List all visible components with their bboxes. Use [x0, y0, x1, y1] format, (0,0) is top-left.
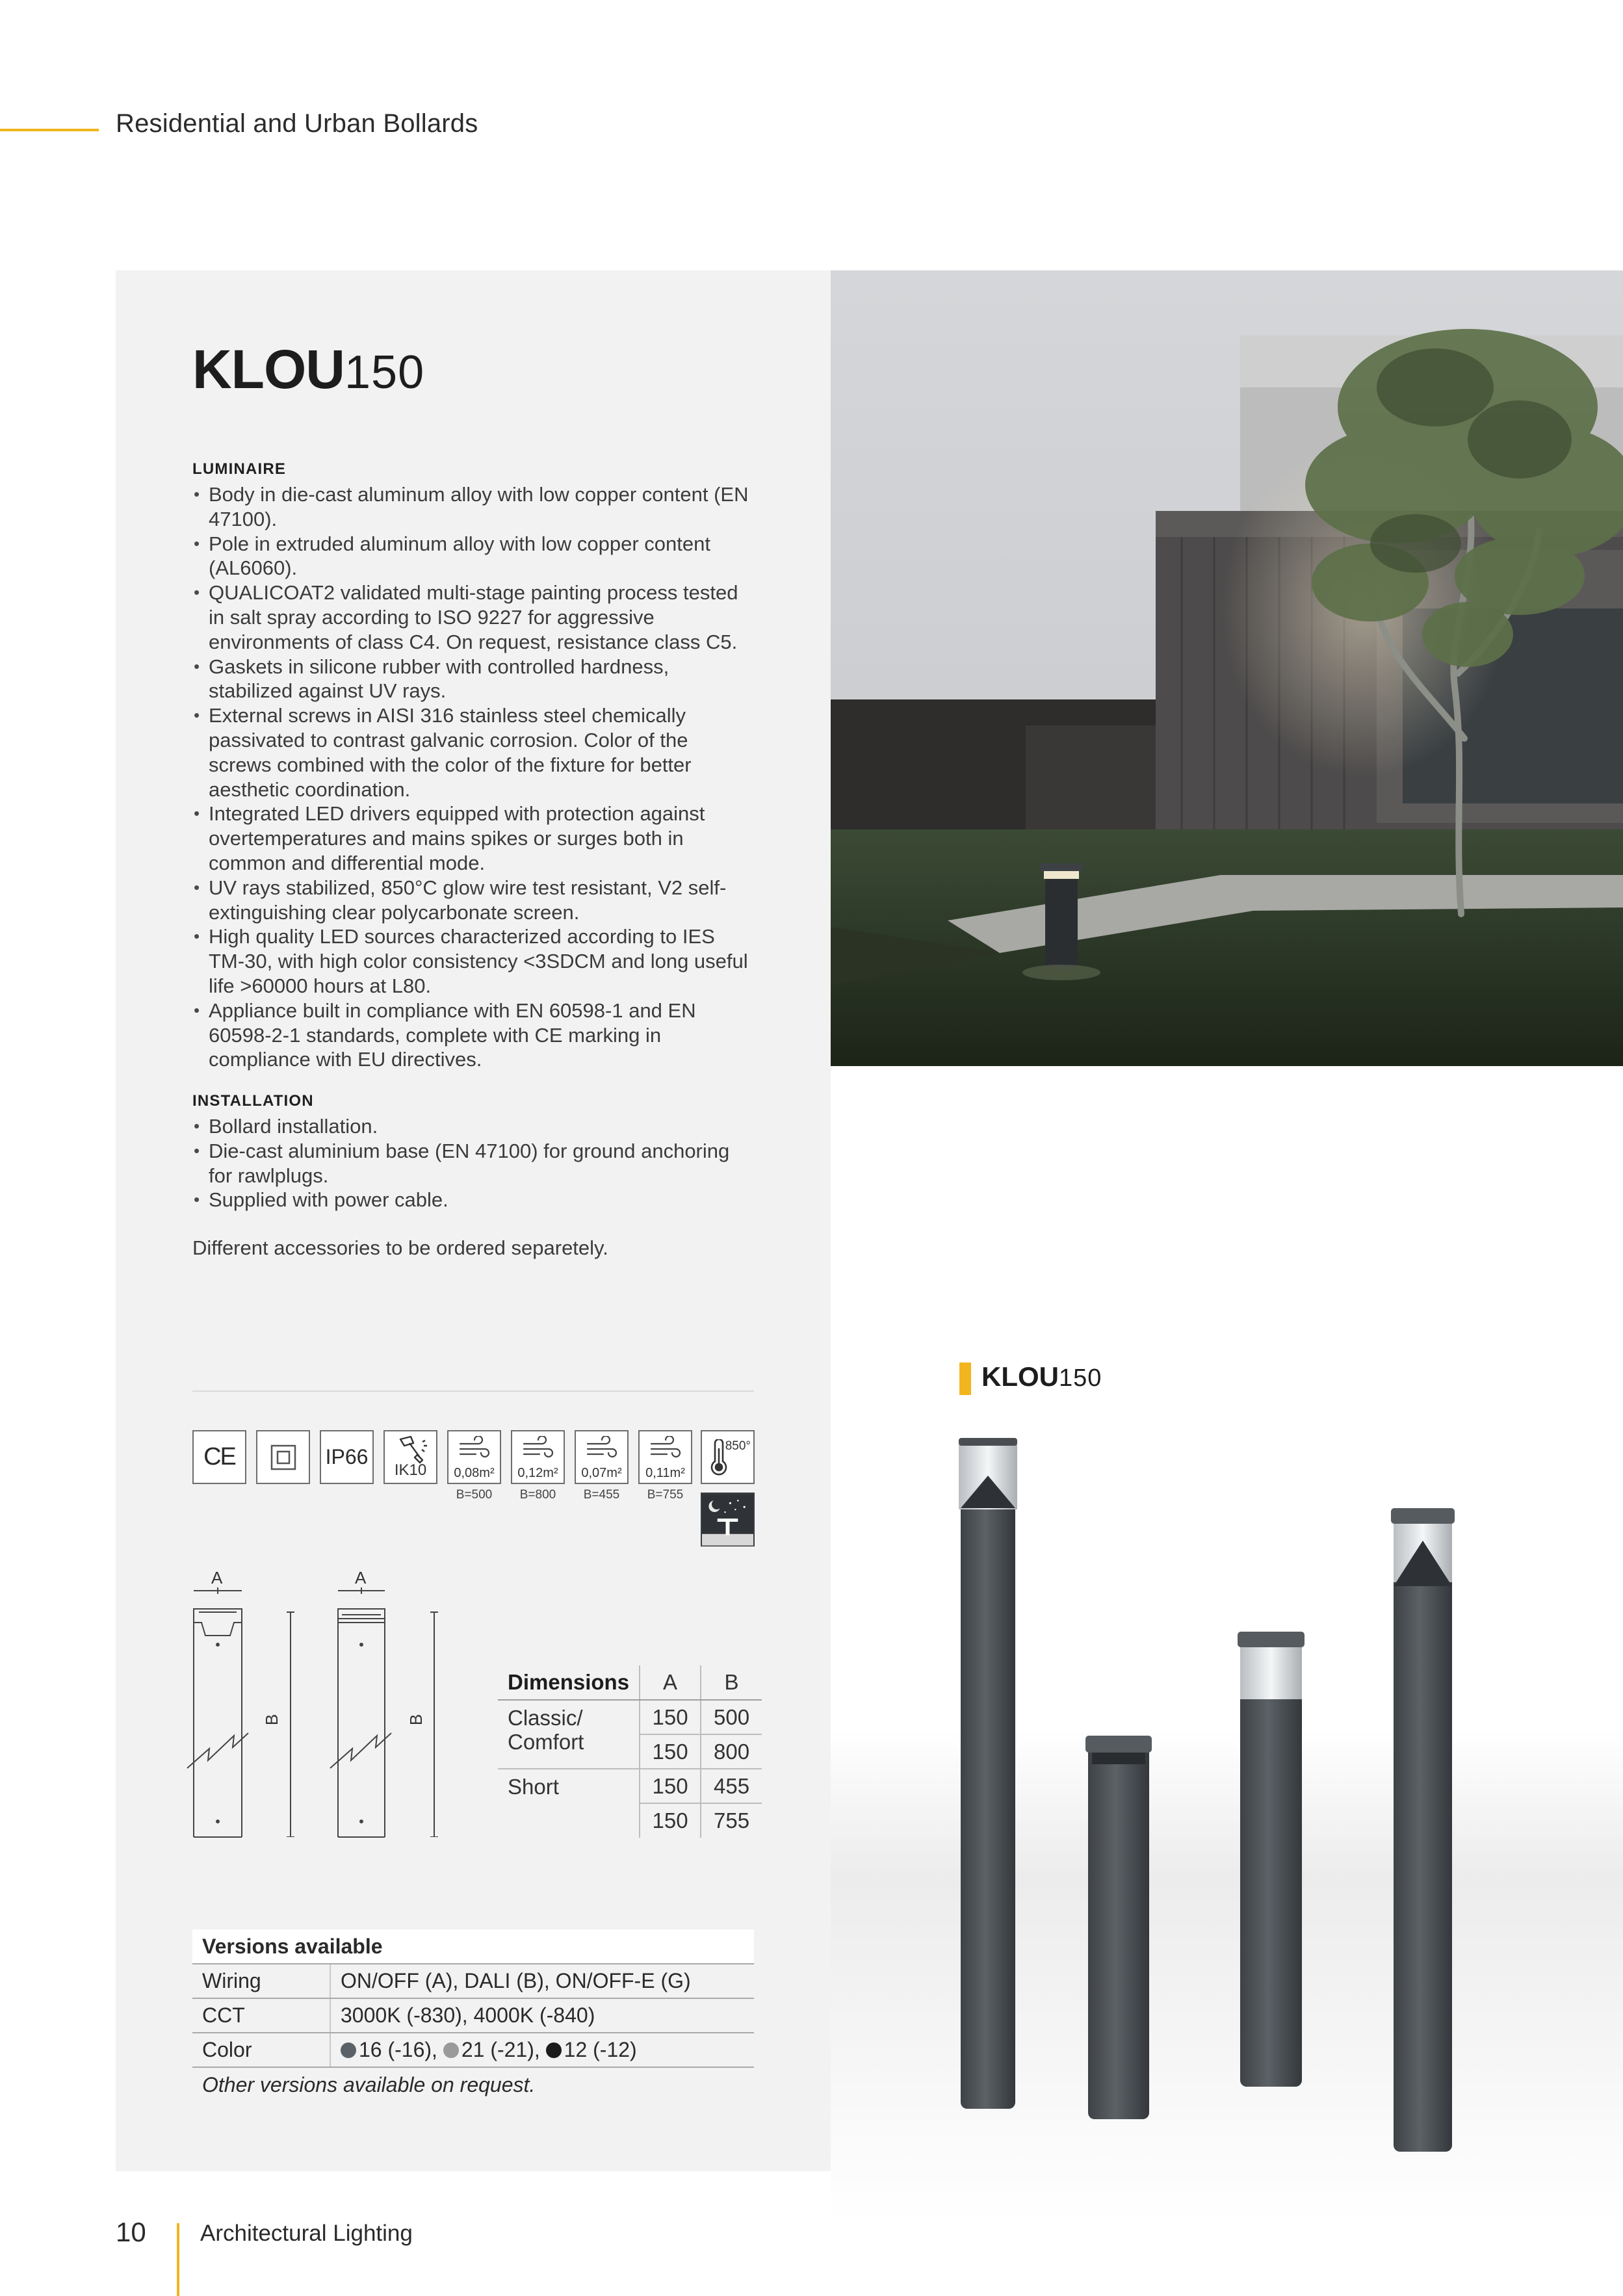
product-label-light: 150 — [1059, 1364, 1102, 1392]
product-name-bold: KLOU — [192, 339, 344, 400]
dimensions-col-a: A — [640, 1665, 701, 1700]
color-option: 21 (-21), — [461, 2038, 540, 2061]
drawing-label-b: B — [262, 1714, 282, 1726]
wind-area-value: 0,11m² — [645, 1466, 685, 1480]
accessories-note: Different accessories to be ordered separetely. — [192, 1236, 608, 1259]
dimensions-cell-a: 150 — [640, 1769, 701, 1803]
product-variants-image — [831, 1404, 1623, 2223]
versions-note: Other versions available on request. — [202, 2072, 536, 2096]
luminaire-section — [192, 460, 751, 1072]
versions-value: 3000K (-830), 4000K (-840) — [330, 1998, 754, 2033]
versions-value: ON/OFF (A), DALI (B), ON/OFF-E (G) — [330, 1964, 754, 1998]
dimensions-row-name: Classic/ Comfort — [498, 1700, 640, 1769]
wind-area-icon — [638, 1430, 692, 1484]
table-row — [192, 1998, 754, 2033]
dimensions-cell-b: 455 — [701, 1769, 762, 1803]
table-row — [498, 1769, 762, 1803]
wind-area-value: 0,12m² — [517, 1466, 558, 1480]
color-options — [330, 2033, 754, 2067]
wind-area-icon — [575, 1430, 629, 1484]
wind-area-value: 0,07m² — [581, 1466, 622, 1480]
dimensions-cell-b: 755 — [701, 1803, 762, 1838]
glow-wire-thermometer-icon — [701, 1430, 755, 1484]
luminaire-bullet: • Gaskets in silicone rubber with controlled hardness, stabilized against UV rays. — [192, 655, 751, 704]
ce-mark-label: CE — [203, 1443, 235, 1470]
product-label-accent — [959, 1363, 971, 1395]
product-name-light: 150 — [344, 346, 425, 398]
page-number: 10 — [116, 2217, 146, 2247]
footer-section: Architectural Lighting — [200, 2221, 413, 2246]
table-row — [192, 1964, 754, 1998]
color-swatch-icon — [546, 2042, 562, 2058]
versions-table — [192, 1929, 754, 2102]
luminaire-bullet: • Integrated LED drivers equipped with protection against overtemperatures and mains spikes or surges both in common and differential mode. — [192, 802, 751, 875]
versions-label: CCT — [192, 1998, 330, 2033]
technical-drawing — [182, 1586, 455, 1846]
versions-note-row — [192, 2067, 754, 2102]
dimensions-col-b: B — [701, 1665, 762, 1700]
luminaire-bullet: • Pole in extruded aluminum alloy with low copper content (AL6060). — [192, 532, 751, 581]
glow-wire-value: 850° — [725, 1439, 751, 1453]
dimensions-row-name: Short — [508, 1775, 559, 1799]
drawing-label-a: A — [211, 1568, 223, 1587]
versions-header-row — [192, 1929, 754, 1964]
drawing-label-b: B — [406, 1714, 426, 1726]
luminaire-bullet: • Appliance built in compliance with EN 60598-1 and EN 60598-2-1 standards, complete with CE marking in compliance with EU directives. — [192, 998, 751, 1072]
dimensions-table — [498, 1665, 762, 1838]
table-row — [498, 1700, 762, 1734]
dimensions-cell-a: 150 — [640, 1700, 701, 1734]
ik-rating-label: IK10 — [394, 1461, 427, 1479]
versions-header: Versions available — [192, 1929, 754, 1964]
installation-heading: INSTALLATION — [192, 1092, 314, 1110]
wind-area-icon — [511, 1430, 565, 1484]
footer-accent-bar — [177, 2223, 179, 2296]
luminaire-bullet: • Body in die-cast aluminum alloy with low copper content (EN 47100). — [192, 482, 751, 532]
versions-label: Color — [192, 2033, 330, 2067]
installation-section — [192, 1092, 751, 1212]
dimensions-cell-a: 150 — [640, 1734, 701, 1769]
wind-area-caption: B=800 — [519, 1488, 556, 1502]
wind-area-icon — [447, 1430, 501, 1484]
luminaire-bullet: • QUALICOAT2 validated multi-stage painting process tested in salt spray according to ISO 9227 for aggressive environments of class C4. On request, resistance class C5. — [192, 581, 751, 654]
dimensions-cell-b: 800 — [701, 1734, 762, 1769]
color-swatch-icon — [443, 2042, 459, 2058]
dimensions-header-row — [498, 1665, 762, 1700]
installation-bullet: • Supplied with power cable. — [192, 1188, 751, 1212]
dimensions-cell-b: 500 — [701, 1700, 762, 1734]
wind-area-caption: B=455 — [583, 1488, 620, 1502]
ip-rating-label: IP66 — [325, 1445, 369, 1468]
section-title: Residential and Urban Bollards — [116, 109, 478, 138]
ik10-hammer-icon — [383, 1430, 437, 1484]
wind-area-value: 0,08m² — [454, 1466, 495, 1480]
versions-label: Wiring — [192, 1964, 330, 1998]
ambient-photo — [831, 270, 1623, 1066]
header-accent-line — [0, 129, 99, 131]
drawing-label-a: A — [355, 1568, 367, 1587]
class-ii-insulation-icon — [256, 1430, 310, 1484]
luminaire-bullet: • High quality LED sources characterized according to IES TM-30, with high color consistency <3SDCM and long useful life >60000 hours at L80. — [192, 924, 751, 998]
night-dark-sky-icon — [701, 1493, 755, 1546]
color-swatch-icon — [341, 2042, 356, 2058]
installation-bullet: • Bollard installation. — [192, 1114, 751, 1139]
luminaire-bullet: • UV rays stabilized, 850°C glow wire test resistant, V2 self-extinguishing clear polycarbonate screen. — [192, 876, 751, 925]
product-title — [192, 338, 424, 401]
ce-mark-icon — [192, 1430, 246, 1484]
luminaire-heading: LUMINAIRE — [192, 460, 287, 478]
dimensions-header: Dimensions — [498, 1665, 640, 1700]
color-option: 12 (-12) — [564, 2038, 637, 2061]
product-label-bold: KLOU — [981, 1361, 1059, 1392]
ip66-icon — [320, 1430, 374, 1484]
table-row — [192, 2033, 754, 2067]
wind-area-caption: B=500 — [456, 1488, 493, 1502]
luminaire-bullet: • External screws in AISI 316 stainless steel chemically passivated to contrast galvanic corrosion. Color of the screws combined with the color of the fixture for better aesthetic coordination. — [192, 703, 751, 802]
installation-bullet: • Die-cast aluminium base (EN 47100) for ground anchoring for rawlplugs. — [192, 1139, 751, 1188]
color-option: 16 (-16), — [359, 2038, 437, 2061]
product-label — [981, 1361, 1102, 1392]
divider — [192, 1390, 754, 1392]
dimensions-cell-a: 150 — [640, 1803, 701, 1838]
wind-area-caption: B=755 — [647, 1488, 684, 1502]
